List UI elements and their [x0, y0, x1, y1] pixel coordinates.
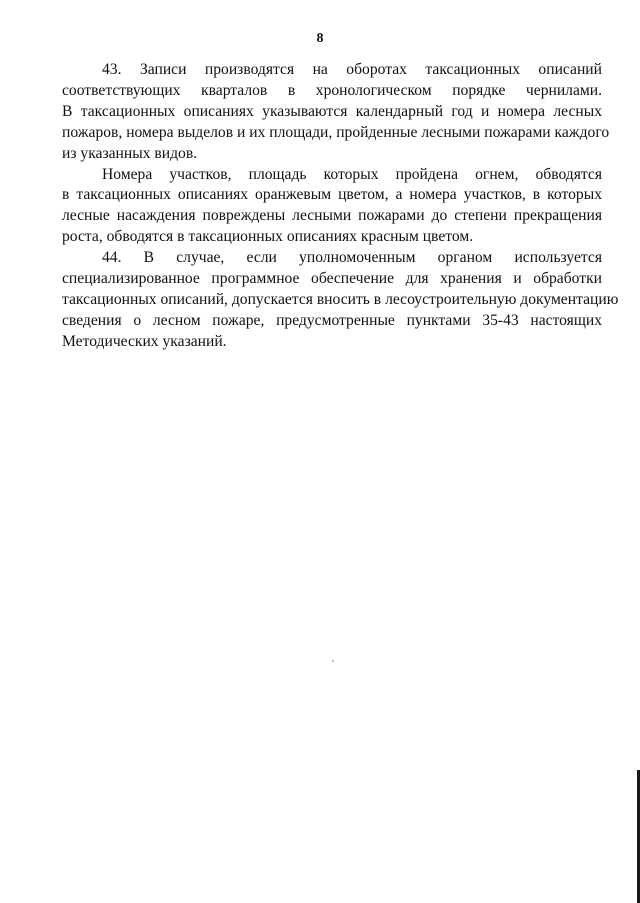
paragraph-44 — [62, 248, 619, 353]
text-line: лесные насаждения повреждены лесными пожарами до степени прекращения — [62, 207, 602, 225]
text-line: в таксационных описаниях оранжевым цветом, а номера участков, в которых — [62, 186, 602, 204]
document-body — [62, 60, 619, 353]
text-line: из указанных видов. — [62, 144, 198, 162]
text-line: пожаров, номера выделов и их площади, пройденные лесными пожарами каждого — [62, 123, 610, 141]
text-line: сведения о лесном пожаре, предусмотренные пунктами 35-43 настоящих — [62, 311, 602, 329]
paragraph-43-continued — [62, 165, 602, 249]
text-line: соответствующих кварталов в хронологическом порядке чернилами. — [62, 81, 602, 99]
text-line: специализированное программное обеспечение для хранения и обработки — [62, 270, 602, 288]
text-line: таксационных описаний, допускается вносить в лесоустроительную документацию — [62, 290, 619, 308]
text-line: 43. Записи производятся на оборотах таксационных описаний — [102, 61, 602, 78]
page-number: 8 — [316, 31, 324, 46]
text-line: Номера участков, площадь которых пройдена огнем, обводятся — [102, 165, 602, 183]
paragraph-43 — [62, 60, 610, 165]
scan-speck — [332, 660, 334, 662]
text-line: В таксационных описаниях указываются календарный год и номера лесных — [62, 102, 602, 120]
text-line: роста, обводятся в таксационных описаниях красным цветом. — [62, 228, 474, 246]
text-line: 44. В случае, если уполномоченным органом используется — [102, 249, 602, 267]
text-line: Методических указаний. — [62, 332, 227, 350]
